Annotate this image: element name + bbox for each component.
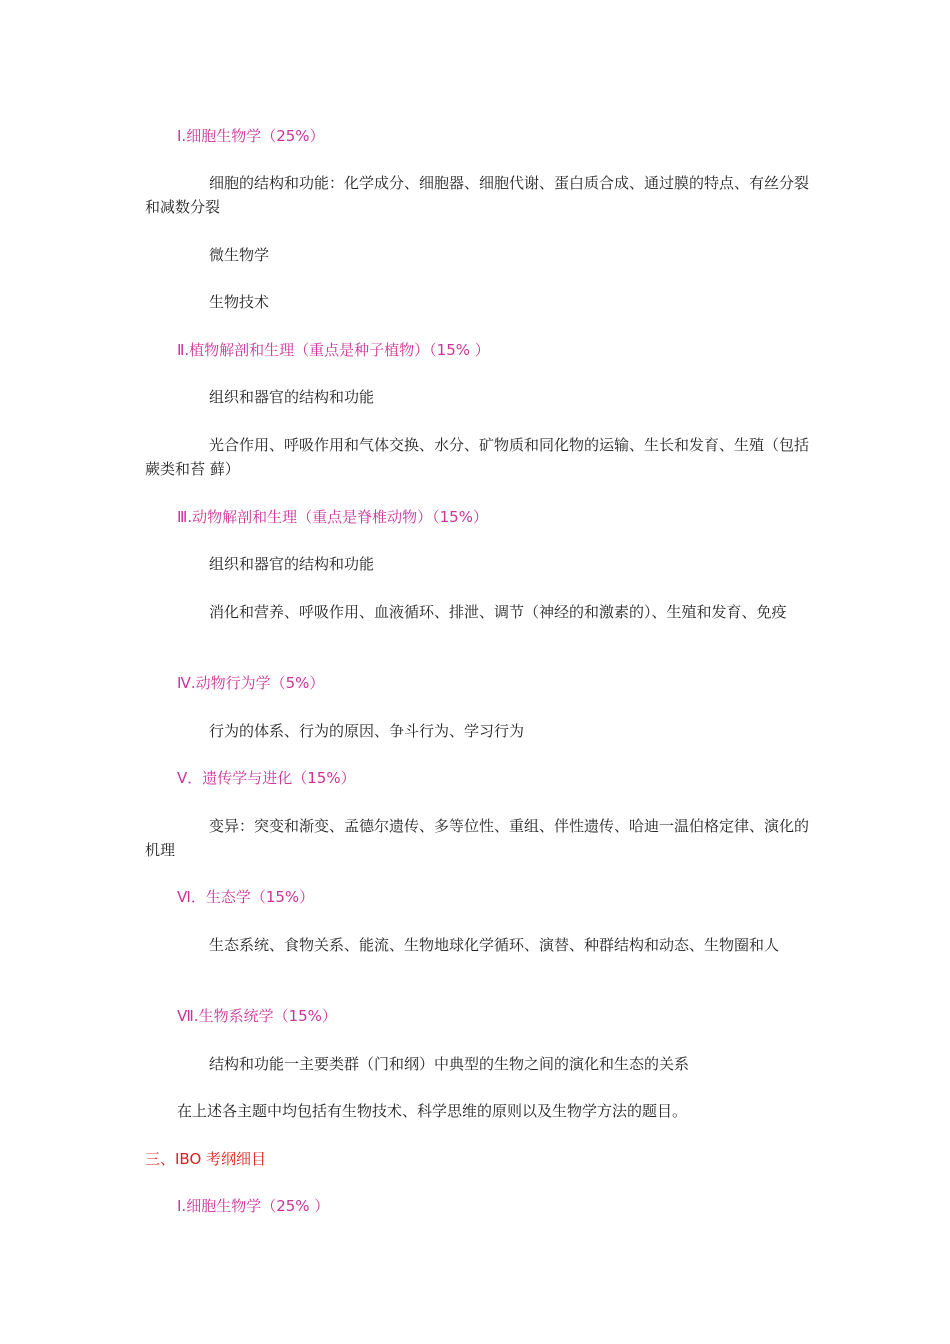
section-heading-cell-biology-2: Ⅰ.细胞生物学（25% ） [177, 1197, 330, 1215]
paragraph-structure-function: 结构和功能一主要类群（门和纲）中典型的生物之间的演化和生态的关系 [209, 1055, 690, 1073]
section-heading-genetics: Ⅴ．遗传学与进化（15%） [177, 769, 356, 787]
paragraph-animal-tissue: 组织和器官的结构和功能 [209, 555, 375, 573]
section-heading-ecology: Ⅵ．生态学（15%） [177, 888, 315, 906]
paragraph-behavior: 行为的体系、行为的原因、争斗行为、学习行为 [209, 722, 525, 740]
section-heading-ethology: Ⅳ.动物行为学（5%） [177, 674, 325, 692]
paragraph-microbiology: 微生物学 [209, 246, 270, 264]
paragraph-animal-physiology: 消化和营养、呼吸作用、血液循环、排泄、调节（神经的和激素的）、生殖和发育、免疫 [209, 603, 787, 621]
paragraph-ecosystem: 生态系统、食物关系、能流、生物地球化学循环、演替、种群结构和动态、生物圈和人 [209, 936, 780, 954]
paragraph-variation: 变异：突变和渐变、孟德尔遗传、多等位性、重组、伴性遗传、哈迪一温伯格定律、演化的机理 [145, 817, 810, 859]
paragraph-summary: 在上述各主题中均包括有生物技术、科学思维的原则以及生物学方法的题目。 [177, 1102, 688, 1120]
section-heading-animal: Ⅲ.动物解剖和生理（重点是脊椎动物）（15%） [177, 508, 488, 526]
section-heading-cell-biology: Ⅰ.细胞生物学（25%） [177, 127, 325, 145]
paragraph-plant-tissue: 组织和器官的结构和功能 [209, 388, 375, 406]
section-title-ibo-syllabus: 三、IBO 考纲细目 [145, 1150, 267, 1168]
paragraph-biotech: 生物技术 [209, 293, 270, 311]
section-heading-plant: Ⅱ.植物解剖和生理（重点是种子植物）（15% ） [177, 341, 490, 359]
paragraph-plant-physiology: 光合作用、呼吸作用和气体交换、水分、矿物质和同化物的运输、生长和发育、生殖（包括蕨类和苔 藓） [145, 436, 810, 478]
paragraph-cell-structure: 细胞的结构和功能：化学成分、细胞器、细胞代谢、蛋白质合成、通过膜的特点、有丝分裂和减数分裂 [145, 174, 810, 216]
section-heading-systematics: Ⅶ.生物系统学（15%） [177, 1007, 337, 1025]
